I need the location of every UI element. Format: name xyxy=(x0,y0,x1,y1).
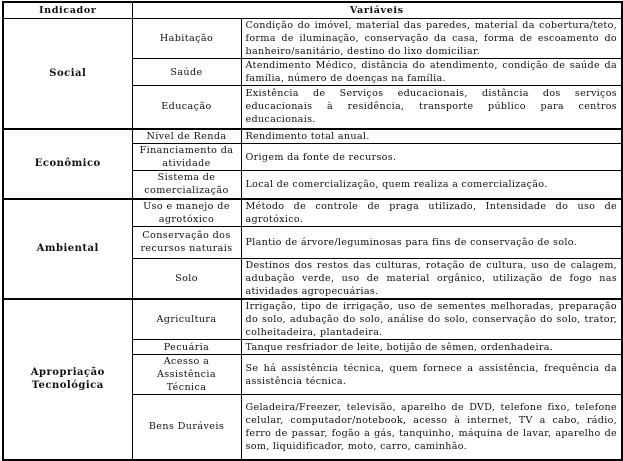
variables-cell: Origem da fonte de recursos. xyxy=(241,144,622,171)
sub-indicator: Sistema de comercialização xyxy=(132,171,241,199)
sub-indicator: Bens Duráveis xyxy=(132,395,241,460)
header-indicator: Indicador xyxy=(3,2,132,19)
variables-cell: Condição do imóvel, material das paredes, material da cobertura/teto, forma de iluminação, conservação da casa, forma de escoamento do banheiro/sanitário, destino do lixo domiciliar. xyxy=(241,19,622,59)
sub-indicator: Solo xyxy=(132,258,241,299)
sub-indicator: Agricultura xyxy=(132,299,241,340)
sub-indicator: Uso e manejo de agrotóxico xyxy=(132,199,241,227)
variables-cell: Plantio de árvore/leguminosas para fins de conservação de solo. xyxy=(241,226,622,258)
variables-cell: Existência de Serviços educacionais, distância dos serviços educacionais à residência, transporte público para centros educacionais. xyxy=(241,86,622,129)
indicator-ambiental: Ambiental xyxy=(3,199,132,300)
variables-cell: Rendimento total anual. xyxy=(241,129,622,144)
variables-cell: Método de controle de praga utilizado, Intensidade do uso de agrotóxico. xyxy=(241,199,622,227)
table-row xyxy=(3,19,622,59)
variables-cell: Destinos dos restos das culturas, rotação de cultura, uso de calagem, adubação verde, uso de material orgânico, utilização de fogo nas atividades agropecuárias. xyxy=(241,258,622,299)
sub-indicator: Acesso a Assistência Técnica xyxy=(132,355,241,395)
header-variables: Variáveis xyxy=(132,2,622,19)
indicator-apropriacao-tecnologica: Apropriação Tecnológica xyxy=(3,299,132,460)
sub-indicator: Educação xyxy=(132,86,241,129)
table-row xyxy=(3,199,622,227)
table-row xyxy=(3,299,622,340)
sub-indicator: Conservação dos recursos naturais xyxy=(132,226,241,258)
sub-indicator: Pecuária xyxy=(132,340,241,355)
indicator-economico: Econômico xyxy=(3,129,132,199)
sub-indicator: Habitação xyxy=(132,19,241,59)
sub-indicator: Nível de Renda xyxy=(132,129,241,144)
table-row xyxy=(3,129,622,144)
header-row xyxy=(3,2,622,19)
sub-indicator: Saúde xyxy=(132,59,241,86)
indicators-table xyxy=(2,1,623,461)
sub-indicator: Financiamento da atividade xyxy=(132,144,241,171)
variables-cell: Atendimento Médico, distância do atendimento, condição de saúde da família, número de doenças na família. xyxy=(241,59,622,86)
variables-cell: Tanque resfriador de leite, botijão de sêmen, ordenhadeira. xyxy=(241,340,622,355)
variables-cell: Geladeira/Freezer, televisão, aparelho de DVD, telefone fixo, telefone celular, computador/notebook, acesso à internet, TV a cabo, rádio, ferro de passar, fogão a gás, tanquinho, máquina de lavar, aparelho de som, liquidificador, moto, carro, caminhão. xyxy=(241,395,622,460)
variables-cell: Local de comercialização, quem realiza a comercialização. xyxy=(241,171,622,199)
variables-cell: Se há assistência técnica, quem fornece a assistência, frequência da assistência técnica. xyxy=(241,355,622,395)
indicator-social: Social xyxy=(3,19,132,129)
variables-cell: Irrigação, tipo de irrigação, uso de sementes melhoradas, preparação do solo, adubação do solo, análise do solo, conservação do solo, trator, colheitadeira, plantadeira. xyxy=(241,299,622,340)
